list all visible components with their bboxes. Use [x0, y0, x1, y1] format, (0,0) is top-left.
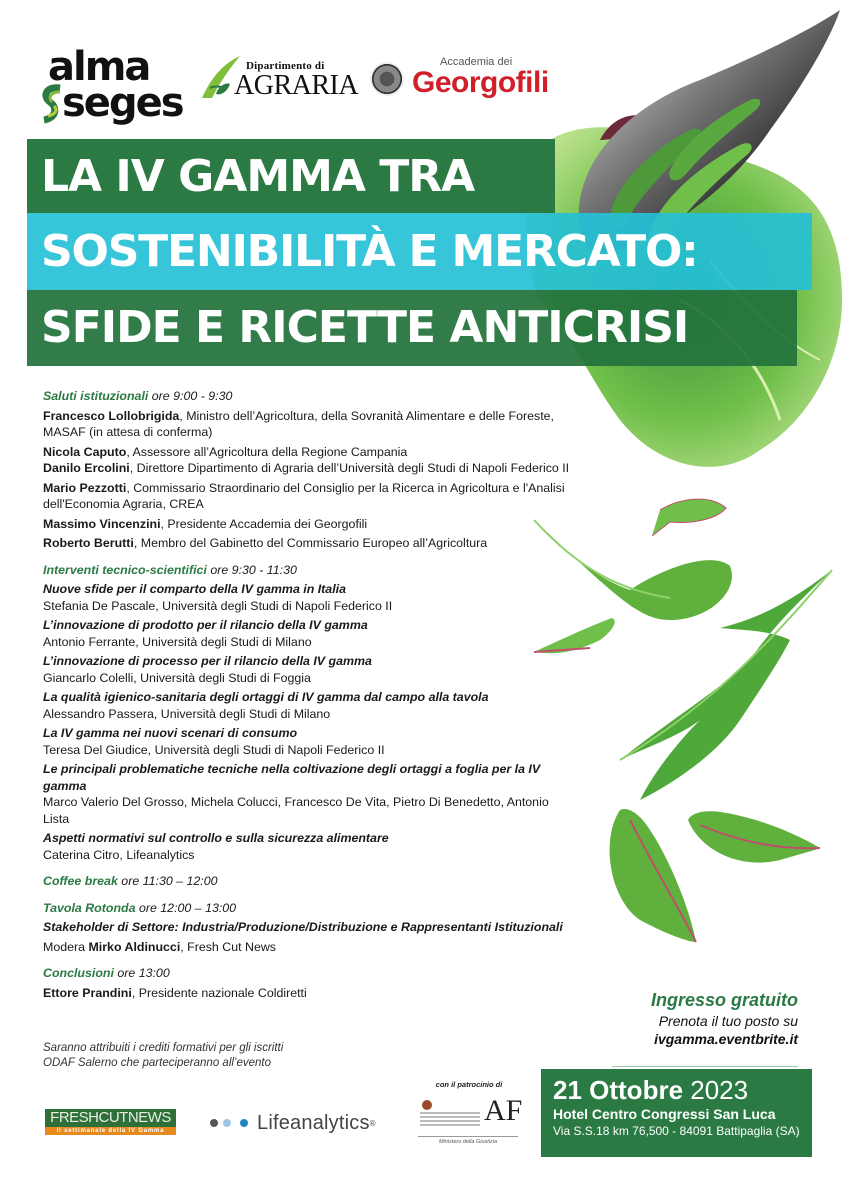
event-year: 2023 [690, 1075, 749, 1105]
agraria-logo [200, 52, 359, 102]
section-head: Interventi tecnico-scientifici [43, 562, 207, 577]
freshcutnews-tagline: il settimanale della IV Gamma [45, 1127, 176, 1135]
alma-seges-line2: seges [62, 80, 183, 126]
title-band-2 [27, 213, 812, 290]
speaker-role: , Membro del Gabinetto del Commissario Europeo all’Agricoltura [133, 536, 488, 550]
registered-mark: ® [369, 1118, 376, 1128]
agraria-big-text: AGRARIA [234, 70, 359, 101]
dot-icon [210, 1119, 218, 1127]
registration-title: Ingresso gratuito [650, 990, 798, 1010]
talk-speaker: Marco Valerio Del Grosso, Michela Colucci, Francesco De Vita, Pietro Di Benedetto, Antonio Lista [43, 795, 549, 826]
event-address: Via S.S.18 km 76,500 - 84091 Battipaglia (SA) [553, 1124, 800, 1138]
speaker-name: Nicola Caputo [43, 444, 127, 459]
section-time: ore 13:00 [117, 966, 170, 980]
lifeanalytics-name: Lifeanalytics [257, 1111, 370, 1134]
speaker-name: Danilo Ercolini [43, 461, 130, 475]
georgofili-small-text: Accademia dei [440, 56, 513, 68]
moderator-name: Mirko Aldinucci [88, 939, 181, 954]
speaker-name: Ettore Prandini [43, 985, 132, 1000]
section-tavola [43, 900, 573, 956]
talk-title: L’innovazione di prodotto per il rilancio della IV gamma [43, 618, 368, 632]
alma-seges-line1: alma [48, 44, 150, 90]
registration-text: Prenota il tuo posto su [658, 1013, 798, 1029]
event-date-box [541, 1069, 812, 1157]
title-line-1: LA IV GAMMA TRA [41, 151, 475, 202]
freshcutnews-logo [45, 1109, 176, 1135]
section-time: ore 9:00 - 9:30 [151, 389, 233, 403]
patrocinio-label: con il patrocinio di [435, 1080, 503, 1089]
credits-note [43, 1041, 363, 1071]
talk-title: La IV gamma nei nuovi scenari di consumo [43, 726, 298, 740]
talk-item [43, 761, 573, 827]
event-date [553, 1075, 802, 1105]
talk-item [43, 725, 573, 758]
section-saluti [43, 388, 573, 552]
section-head: Tavola Rotonda [43, 900, 136, 915]
talk-speaker: Stefania De Pascale, Università degli Studi di Napoli Federico II [43, 598, 393, 613]
talk-item [43, 689, 573, 722]
georgofili-big-text: Georgofili [412, 66, 549, 99]
talk-title: La qualità igienico-sanitaria degli ortaggi di IV gamma dal campo alla tavola [43, 690, 489, 704]
alma-seges-s-icon [40, 84, 64, 124]
talk-item [43, 653, 573, 686]
registration-link[interactable]: ivgamma.eventbrite.it [654, 1031, 798, 1047]
lifeanalytics-logo [210, 1111, 376, 1135]
speaker-item [43, 460, 573, 477]
event-day-month: 21 Ottobre [553, 1075, 684, 1105]
section-head: Saluti istituzionali [43, 389, 149, 403]
credits-line-2: ODAF Salerno che parteciperanno all’evento [43, 1057, 272, 1069]
talk-title: Nuove sfide per il comparto della IV gamma in Italia [43, 582, 346, 596]
freshcutnews-name: FRESHCUTNEWS [45, 1109, 176, 1127]
title-line-2: SOSTENIBILITÀ E MERCATO: [41, 226, 698, 277]
speaker-role: , Direttore Dipartimento di Agraria dell’Università degli Studi di Napoli Federico II [129, 461, 570, 475]
talk-title: L’innovazione di processo per il rilancio della IV gamma [43, 654, 372, 668]
section-time: ore 9:30 - 11:30 [210, 562, 297, 577]
moderator-prefix: Modera [43, 939, 89, 954]
georgofili-seal-icon [370, 62, 404, 96]
speaker-item [43, 516, 573, 533]
speaker-role: , Ministro dell’Agricoltura, della Sovranità Alimentare e delle Foreste, MASAF (in attesa di conferma) [43, 408, 554, 439]
speaker-item [43, 408, 573, 441]
speaker-name: Massimo Vincenzini [43, 516, 161, 531]
talk-speaker: Giancarlo Colelli, Università degli Studi di Foggia [43, 670, 311, 685]
section-time: ore 12:00 – 13:00 [138, 900, 237, 915]
talk-item [43, 830, 573, 863]
speaker-name: Francesco Lollobrigida [43, 408, 180, 423]
section-head: Coffee break [43, 874, 118, 888]
talk-title: Aspetti normativi sul controllo e sulla sicurezza alimentare [43, 831, 389, 845]
divider [612, 1066, 798, 1067]
title-band-3 [27, 290, 797, 366]
registration-block [651, 988, 798, 1048]
moderator [43, 939, 573, 956]
title-band-1 [27, 139, 555, 213]
republic-emblem-icon [422, 1100, 432, 1110]
talk-speaker: Antonio Ferrante, Università degli Studi di Milano [43, 634, 312, 649]
event-venue: Hotel Centro Congressi San Luca [553, 1106, 776, 1122]
talk-title: Stakeholder di Settore: Industria/Produzione/Distribuzione e Rappresentanti Istituzionali [43, 920, 563, 934]
divider [418, 1136, 518, 1137]
speaker-item [43, 444, 573, 461]
speaker-role: , Presidente nazionale Coldiretti [131, 985, 307, 1000]
talk-speaker: Alessandro Passera, Università degli Studi di Milano [43, 706, 331, 721]
talk-title: Le principali problematiche tecniche nella coltivazione degli ortaggi a foglia per la IV gamma [43, 762, 541, 793]
alma-seges-logo [40, 44, 183, 126]
patrocinio-text-lines [420, 1112, 480, 1128]
section-head: Conclusioni [43, 966, 114, 980]
title-line-3: SFIDE E RICETTE ANTICRISI [41, 302, 689, 353]
programme [43, 388, 573, 1005]
speaker-item [43, 985, 573, 1002]
credits-line-1: Saranno attribuiti i crediti formativi per gli iscritti [43, 1042, 284, 1054]
patrocinio-block [418, 1080, 523, 1150]
section-time: ore 11:30 – 12:00 [121, 874, 218, 888]
section-conclusioni [43, 965, 573, 1001]
patrocinio-ministry: Ministero della Giustizia [438, 1139, 498, 1145]
speaker-name: Roberto Berutti [43, 536, 134, 550]
talk-item [43, 581, 573, 614]
talk-speaker: Caterina Citro, Lifeanalytics [43, 847, 195, 862]
speaker-item [43, 535, 573, 552]
speaker-name: Mario Pezzotti [43, 480, 127, 495]
dot-icon [240, 1119, 248, 1127]
speaker-role: , Commissario Straordinario del Consiglio per la Ricerca in Agricoltura e l'Analisi dell'Economia Agraria, CREA [43, 480, 565, 511]
agraria-small-text: Dipartimento di [246, 60, 325, 72]
dot-icon [223, 1119, 231, 1127]
moderator-affiliation: , Fresh Cut News [180, 939, 276, 954]
talk-item [43, 617, 573, 650]
talk-speaker: Teresa Del Giudice, Università degli Studi di Napoli Federico II [43, 742, 385, 757]
section-interventi [43, 562, 573, 864]
section-coffee [43, 873, 573, 890]
speaker-role: , Assessore all’Agricoltura della Regione Campania [126, 444, 408, 459]
speaker-role: , Presidente Accademia dei Georgofili [160, 516, 368, 531]
af-logo: AF [484, 1094, 523, 1127]
speaker-item [43, 480, 573, 513]
